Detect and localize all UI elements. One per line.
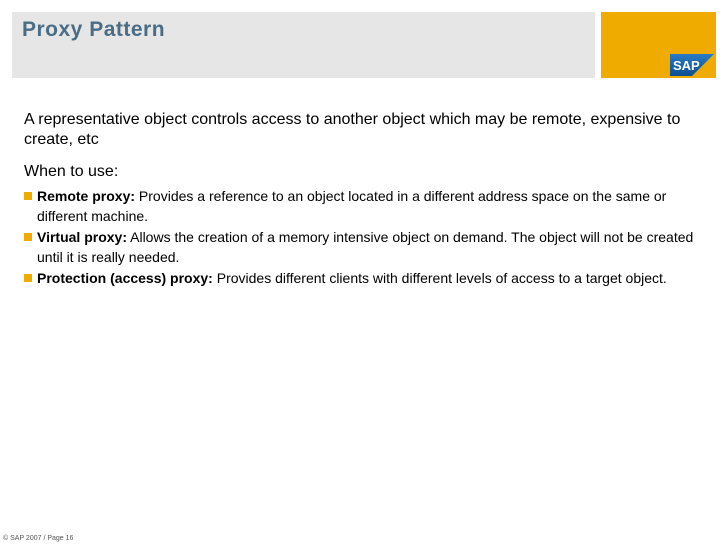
bullet-description: Provides a reference to an object located in a different address space on the same or different machine. [37,188,667,224]
page-title: Proxy Pattern [22,18,166,41]
bullet-square-icon [24,233,32,241]
sap-logo [670,54,714,76]
sap-logo-text: SAP [673,58,700,73]
bullet-list [24,186,704,288]
bullet-protection-proxy [24,268,704,288]
title-bar [12,12,595,78]
bullet-remote-proxy [24,186,704,226]
bullet-description: Provides different clients with different levels of access to a target object. [212,270,667,286]
bullet-term: Protection (access) proxy: [37,270,213,286]
bullet-virtual-proxy [24,227,704,267]
bullet-description: Allows the creation of a memory intensive object on demand. The object will not be created until it is really needed. [37,229,694,265]
bullet-square-icon [24,274,32,282]
intro-text: A representative object controls access to another object which may be remote, expensive to create, etc [24,111,681,148]
when-to-use-label: When to use: [24,163,119,180]
bullet-square-icon [24,192,32,200]
slide-content [24,110,704,289]
bullet-term: Virtual proxy: [37,229,127,245]
bullet-term: Remote proxy: [37,188,136,204]
footer-copyright: © SAP 2007 / Page 16 [3,535,74,542]
brand-block [601,12,716,78]
